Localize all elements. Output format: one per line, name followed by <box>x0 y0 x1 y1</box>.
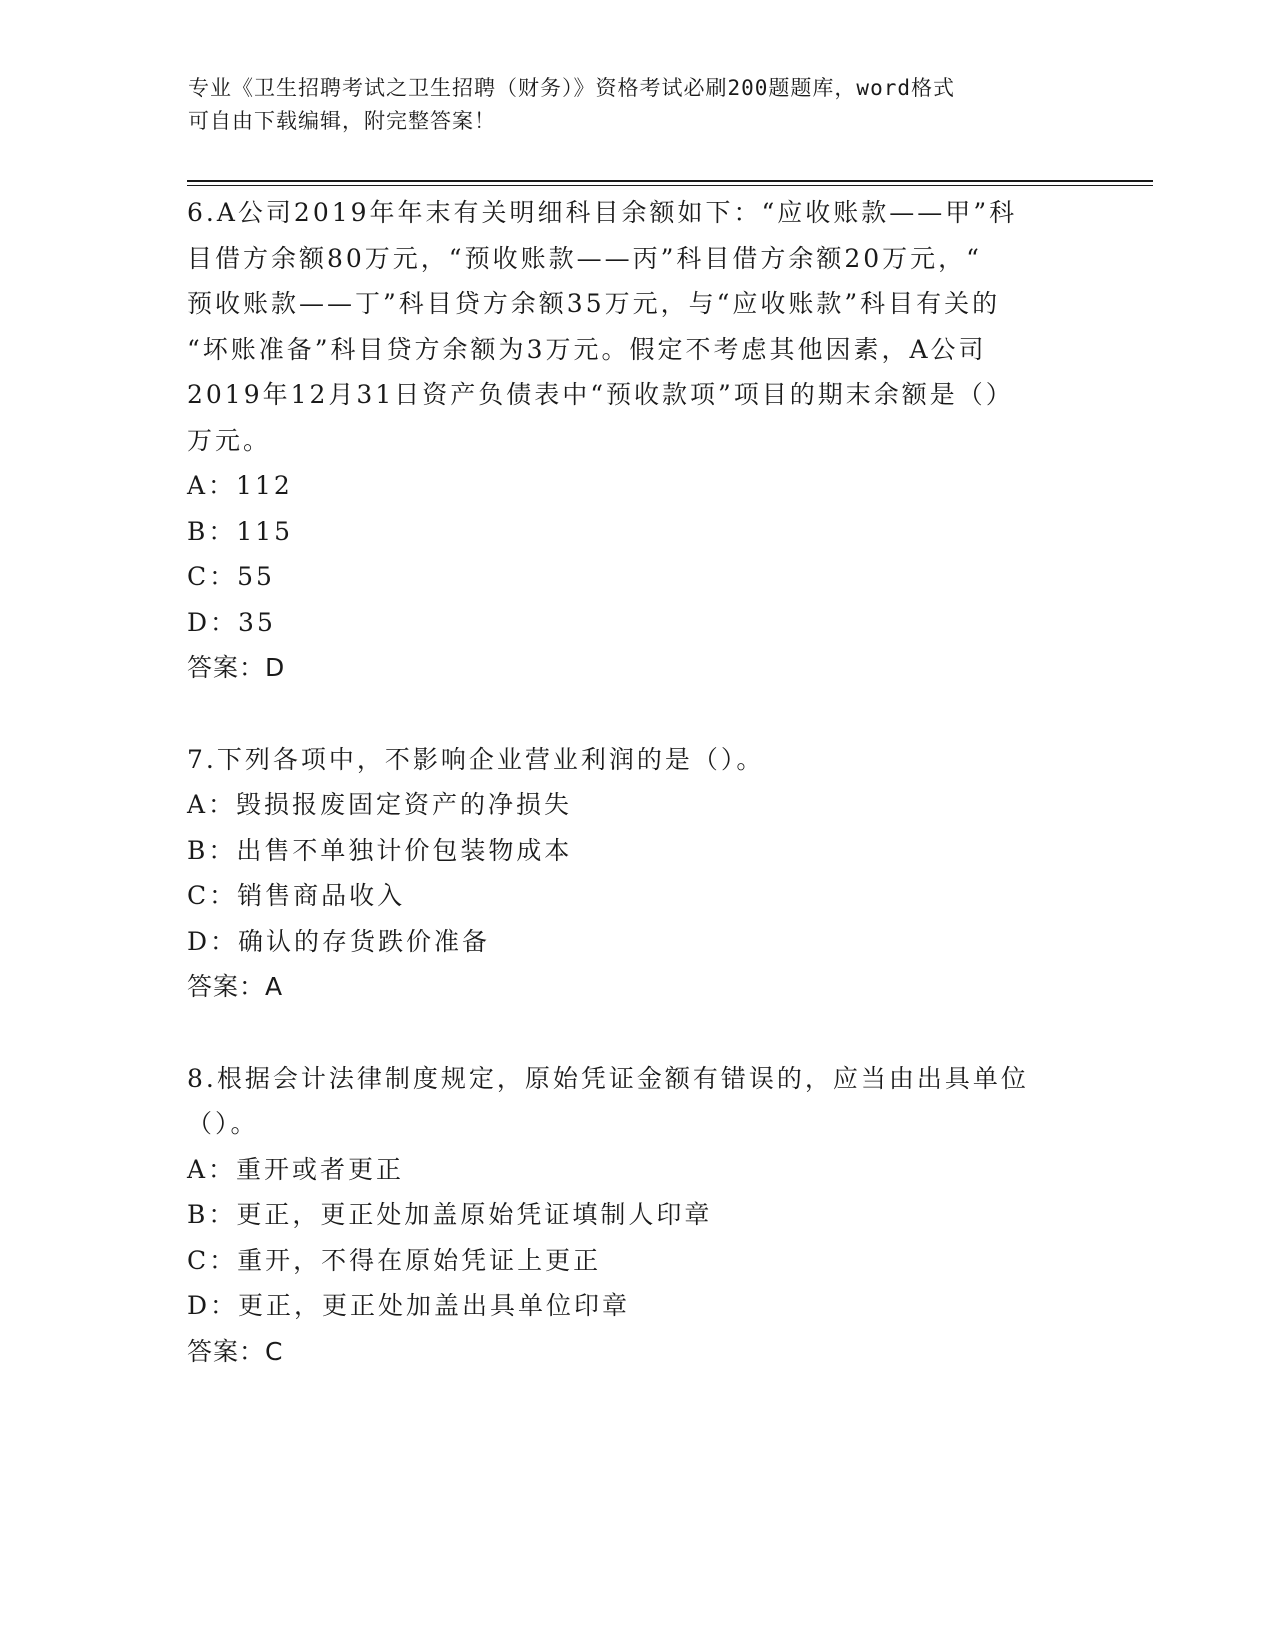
question-stem-line: 8.根据会计法律制度规定，原始凭证金额有错误的，应当由出具单位 <box>187 1063 1029 1093</box>
answer-label: 答案：A <box>187 972 284 1001</box>
option-b: B：115 <box>187 516 294 546</box>
header-divider-thin <box>187 185 1153 186</box>
question-7 <box>187 737 1087 1010</box>
option-b: B：出售不单独计价包装物成本 <box>187 835 573 865</box>
header-line: 可自由下载编辑，附完整答案！ <box>188 109 496 133</box>
question-stem-line: 预收账款——丁”科目贷方余额35万元，与“应收账款”科目有关的 <box>187 289 1001 318</box>
option-c: C：55 <box>187 562 275 591</box>
option-d: D：更正，更正处加盖出具单位印章 <box>187 1291 631 1320</box>
option-d: D：35 <box>187 607 276 637</box>
spacer <box>187 1010 1087 1056</box>
question-stem-line: 目借方余额80万元，“预收账款——丙”科目借方余额20万元，“ <box>187 243 982 273</box>
answer-label: 答案：D <box>187 653 286 682</box>
spacer <box>187 691 1087 737</box>
question-stem-line: 7.下列各项中，不影响企业营业利润的是（）。 <box>187 744 765 774</box>
question-stem-line: “坏账准备”科目贷方余额为3万元。假定不考虑其他因素，A公司 <box>187 334 987 364</box>
question-stem-line: （）。 <box>187 1109 259 1138</box>
option-a: A：重开或者更正 <box>187 1154 405 1184</box>
option-d: D：确认的存货跌价准备 <box>187 926 491 956</box>
answer-label: 答案：C <box>187 1336 284 1366</box>
option-a: A：毁损报废固定资产的净损失 <box>187 790 573 819</box>
page-header <box>188 72 1068 138</box>
question-stem-line: 6.A公司2019年年末有关明细科目余额如下：“应收账款——甲”科 <box>187 198 1018 227</box>
question-8 <box>187 1056 1087 1375</box>
question-list <box>187 190 1087 1374</box>
question-stem-line: 万元。 <box>187 425 272 455</box>
option-c: C：销售商品收入 <box>187 881 406 910</box>
option-b: B：更正，更正处加盖原始凭证填制人印章 <box>187 1200 713 1229</box>
option-c: C：重开，不得在原始凭证上更正 <box>187 1245 602 1275</box>
question-stem-line: 2019年12月31日资产负债表中“预收款项”项目的期末余额是（） <box>187 380 1014 409</box>
option-a: A：112 <box>187 471 293 500</box>
header-divider <box>187 180 1153 182</box>
question-6 <box>187 190 1087 691</box>
header-line: 专业《卫生招聘考试之卫生招聘（财务）》资格考试必刷200题题库，word格式 <box>188 76 955 100</box>
